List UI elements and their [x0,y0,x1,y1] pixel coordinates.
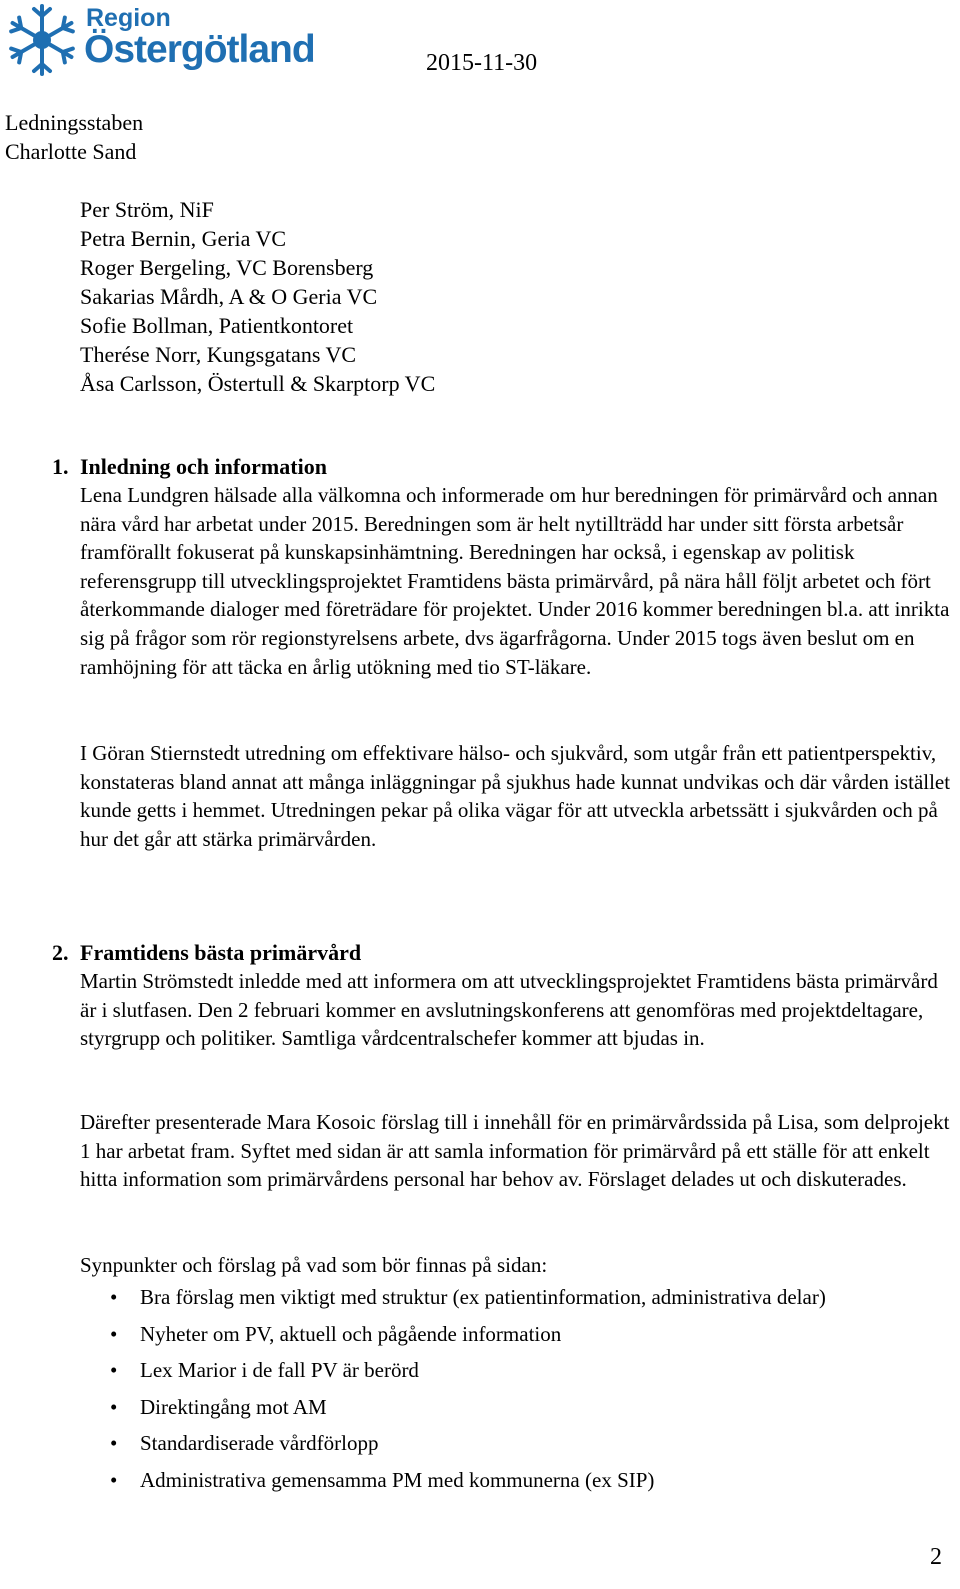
bullet-icon: • [110,1321,118,1346]
region-logo [4,2,315,82]
suggestion-list [110,1283,930,1502]
section-2-paragraph-1: Martin Strömstedt inledde med att informera om att utvecklingsprojektet Framtidens bästa primärvård är i slutfasen. Den 2 februari kommer en avslutningskonferens att genomföras med projektdeltagare, styrgrupp och politiker. Samtliga vårdcentralschefer kommer att bjudas in. [80,969,938,1051]
page-number: 2 [930,1544,942,1570]
section-1-paragraph-2: I Göran Stiernstedt utredning om effektivare hälso- och sjukvård, som utgår från ett patientperspektiv, konstateras bland annat att många inläggningar på sjukhus hade kunnat undvikas och där vården istället kunde getts i hemmet. Utredningen pekar på olika vägar för att utveckla arbetssätt i sjukvården och på hur det går att stärka primärvården. [80,741,951,851]
sender-block [5,108,143,166]
recipient: Petra Bernin, Geria VC [80,226,287,251]
list-item: • Administrativa gemensamma PM med kommunerna (ex SIP) [110,1467,655,1492]
sender-department: Ledningsstaben [5,110,144,135]
logo-text-region: Region [86,4,171,32]
bullet-icon: • [110,1285,118,1309]
bullet-icon: • [110,1394,118,1419]
section-2-heading [52,938,361,967]
logo-text-ostergotland: Östergötland [84,28,315,71]
section-number: 2. [52,940,69,965]
recipient: Sofie Bollman, Patientkontoret [80,313,354,338]
list-item: • Standardiserade vårdförlopp [110,1431,379,1455]
section-1-heading [52,452,327,481]
list-item: • Lex Marior i de fall PV är berörd [110,1358,419,1382]
bullet-icon: • [110,1358,118,1382]
recipient: Roger Bergeling, VC Borensberg [80,255,374,280]
section-1-paragraph-1: Lena Lundgren hälsade alla välkomna och informerade om hur beredningen för primärvård och annan nära vård har arbetat under 2015. Beredningen som är helt nytillträdd har under sitt första arbetsår framförallt fokuserat på kunskapsinhämtning. Beredningen har också, i egenskap av politisk referensgrupp till utvecklingsprojektet Framtidens bästa primärvård, på nära håll följt arbetet och fört återkommande dialoger med företrädare för projektet. Under 2016 kommer beredningen bl.a. att inrikta sig på frågor som rör regionstyrelsens arbete, dvs ägarfrågorna. Under 2015 togs även beslut om en ramhöjning för att täcka en årlig utökning med tio ST-läkare. [80,483,950,679]
snowflake-logo-icon [4,2,80,78]
list-item: • Direktingång mot AM [110,1394,327,1419]
bullet-icon: • [110,1431,118,1455]
section-title: Inledning och information [80,454,327,479]
document-date: 2015-11-30 [426,50,538,76]
recipient: Therése Norr, Kungsgatans VC [80,342,357,367]
section-number: 1. [52,454,69,479]
sender-name: Charlotte Sand [5,139,137,164]
list-item: • Nyheter om PV, aktuell och pågående information [110,1321,562,1346]
section-2-paragraph-2: Därefter presenterade Mara Kosoic förslag till i innehåll för en primärvårdssida på Lisa, som delprojekt 1 har arbetat fram. Syftet med sidan är att samla information för primärvård på ett ställe för att enkelt hitta information som primärvårdens personal har behov av. Förslaget delades ut och diskuterades. [80,1110,950,1192]
section-title: Framtidens bästa primärvård [80,940,362,965]
recipient: Per Ström, NiF [80,197,214,222]
list-item: • Bra förslag men viktigt med struktur (ex patientinformation, administrativa delar) [110,1285,826,1309]
recipient: Åsa Carlsson, Östertull & Skarptorp VC [80,371,436,396]
section-2-paragraph-3: Synpunkter och förslag på vad som bör finnas på sidan: [80,1253,548,1277]
recipient: Sakarias Mårdh, A & O Geria VC [80,284,378,309]
recipient-list [80,195,435,398]
bullet-icon: • [110,1467,118,1492]
